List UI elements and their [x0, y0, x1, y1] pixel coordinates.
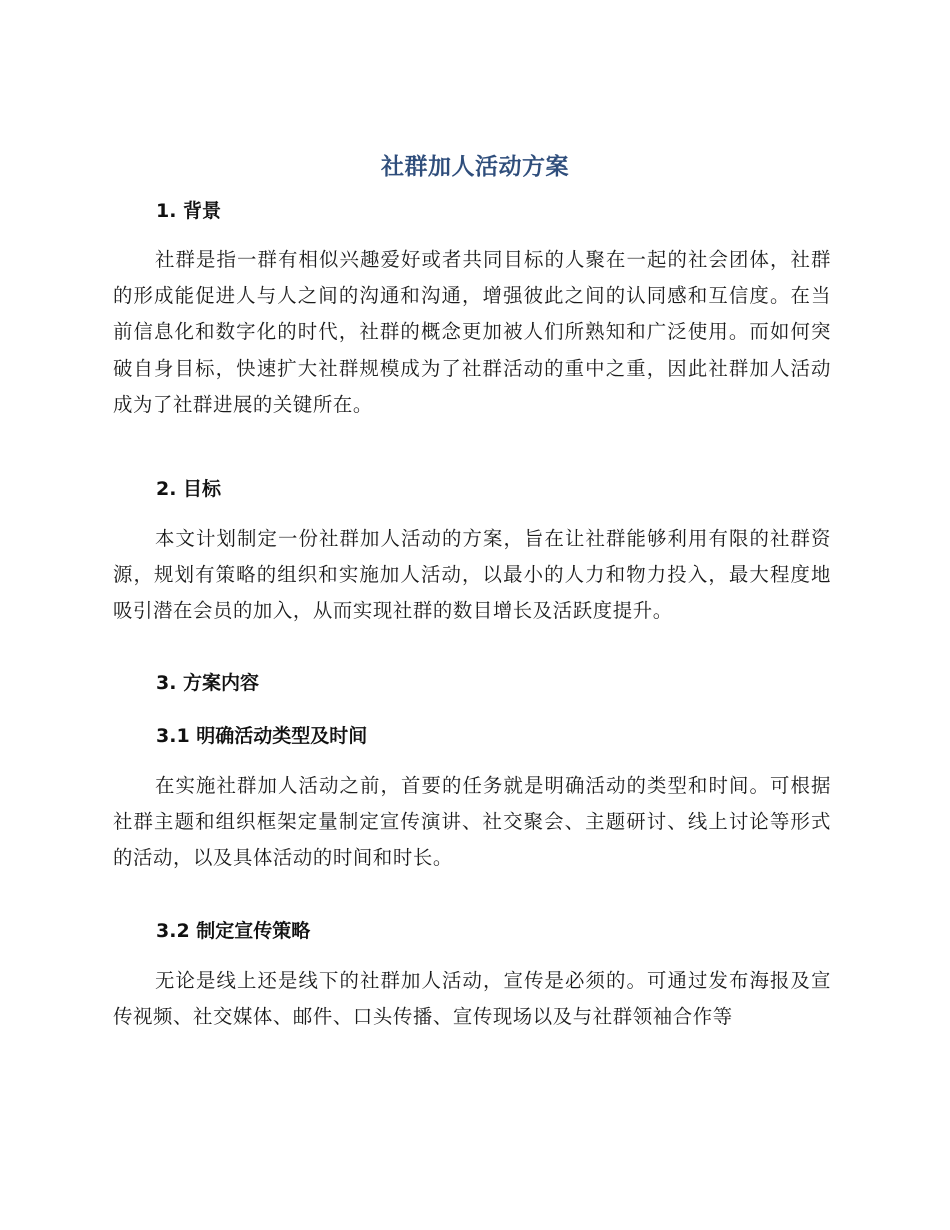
section-heading-background: 1. 背景	[156, 200, 222, 222]
section-heading-activity-type: 3.1 明确活动类型及时间	[156, 725, 368, 747]
section-heading-plan-content: 3. 方案内容	[156, 672, 260, 694]
paragraph-activity-type: 在实施社群加人活动之前，首要的任务就是明确活动的类型和时间。可根据社群主题和组织框架定量制定宣传演讲、社交聚会、主题研讨、线上讨论等形式的活动，以及具体活动的时间和时长。	[113, 774, 831, 870]
section-heading-promotion: 3.2 制定宣传策略	[156, 920, 311, 942]
document-title: 社群加人活动方案	[381, 154, 569, 180]
paragraph-promotion: 无论是线上还是线下的社群加人活动，宣传是必须的。可通过发布海报及宣传视频、社交媒体、邮件、口头传播、宣传现场以及与社群领袖合作等	[113, 969, 831, 1029]
paragraph-background: 社群是指一群有相似兴趣爱好或者共同目标的人聚在一起的社会团体，社群的形成能促进人与人之间的沟通和沟通，增强彼此之间的认同感和互信度。在当前信息化和数字化的时代，社群的概念更加被人们所熟知和广泛使用。而如何突破自身目标，快速扩大社群规模成为了社群活动的重中之重，因此社群加人活动成为了社群进展的关键所在。	[113, 248, 831, 416]
section-heading-goal: 2. 目标	[156, 478, 222, 500]
paragraph-goal: 本文计划制定一份社群加人活动的方案，旨在让社群能够利用有限的社群资源，规划有策略的组织和实施加人活动，以最小的人力和物力投入，最大程度地吸引潜在会员的加入，从而实现社群的数目增长及活跃度提升。	[113, 527, 831, 623]
